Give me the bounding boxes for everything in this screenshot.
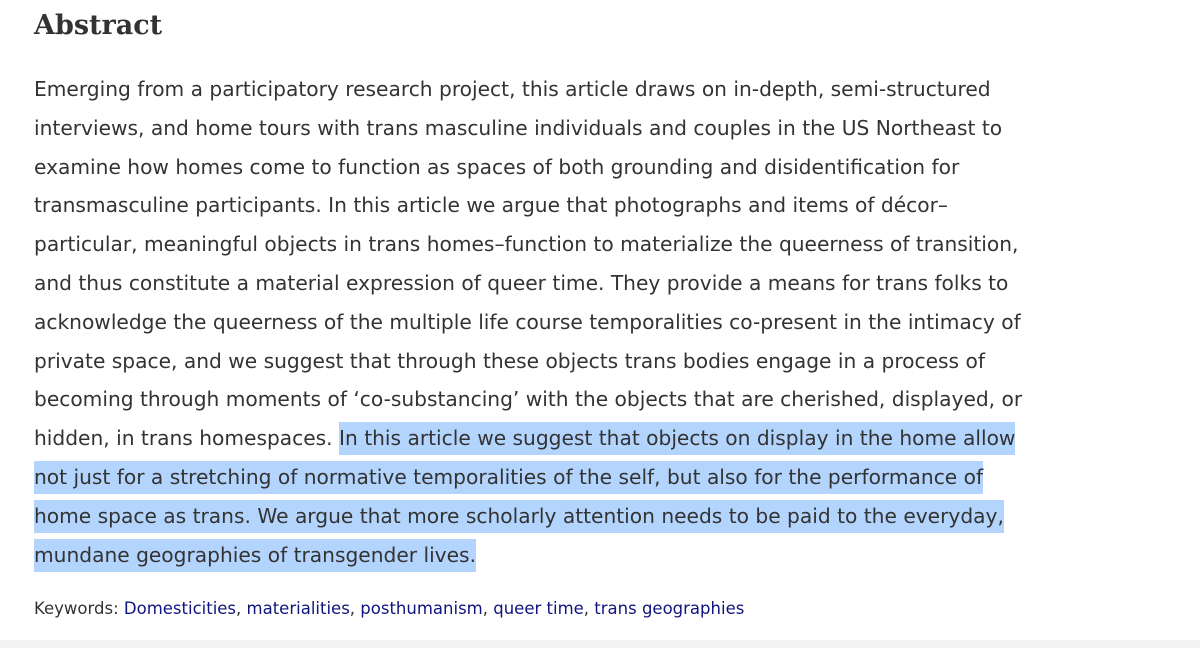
abstract-line[interactable]: and thus constitute a material expression of queer time. They provide a means for trans folks to bbox=[34, 270, 1009, 295]
keyword-link-domesticities[interactable]: Domesticities bbox=[123, 599, 237, 618]
abstract-body[interactable] bbox=[34, 70, 1034, 574]
keywords-row bbox=[34, 596, 744, 622]
abstract-line[interactable]: interviews, and home tours with trans masculine individuals and couples in the US Northeast to bbox=[34, 115, 1003, 140]
keyword-separator: , bbox=[349, 599, 361, 618]
keyword-separator: , bbox=[482, 599, 494, 618]
keyword-link-materialities[interactable]: materialities bbox=[246, 599, 350, 618]
abstract-heading: Abstract bbox=[34, 10, 163, 41]
abstract-line[interactable]: examine how homes come to function as spaces of both grounding and disidentification for bbox=[34, 154, 960, 179]
abstract-line[interactable]: transmasculine participants. In this article we argue that photographs and items of décor– bbox=[34, 193, 948, 218]
selected-text[interactable]: home space as trans. We argue that more scholarly attention needs to be paid to the everyday, bbox=[34, 500, 1004, 533]
abstract-line[interactable]: Emerging from a participatory research project, this article draws on in-depth, semi-structured bbox=[34, 77, 991, 101]
keyword-link-posthumanism[interactable]: posthumanism bbox=[360, 599, 483, 618]
page-bottom-edge bbox=[0, 640, 1200, 648]
abstract-line-mixed[interactable] bbox=[34, 419, 1034, 458]
selected-text[interactable]: mundane geographies of transgender lives. bbox=[34, 539, 476, 572]
abstract-line-selected[interactable] bbox=[34, 458, 1034, 497]
selected-text[interactable]: not just for a stretching of normative temporalities of the self, but also for the performance of bbox=[34, 461, 983, 494]
abstract-line[interactable]: private space, and we suggest that through these objects trans bodies engage in a process of bbox=[34, 348, 985, 373]
abstract-line[interactable]: acknowledge the queerness of the multiple life course temporalities co-present in the intimacy of bbox=[34, 309, 1021, 334]
keywords-label: Keywords: bbox=[34, 599, 119, 618]
selected-text[interactable]: In this article we suggest that objects on display in the home allow bbox=[339, 422, 1015, 455]
keyword-separator: , bbox=[236, 599, 247, 618]
abstract-line-selected[interactable] bbox=[34, 536, 1034, 575]
keyword-link-trans-geographies[interactable]: trans geographies bbox=[594, 599, 745, 618]
keyword-link-queer-time[interactable]: queer time bbox=[493, 599, 584, 618]
abstract-text[interactable]: hidden, in trans homespaces. bbox=[34, 426, 340, 451]
keyword-separator: , bbox=[583, 599, 595, 618]
abstract-line-selected[interactable] bbox=[34, 497, 1034, 536]
abstract-line[interactable]: particular, meaningful objects in trans homes–function to materialize the queerness of transition, bbox=[34, 232, 1019, 257]
abstract-line[interactable]: becoming through moments of ‘co-substancing’ with the objects that are cherished, displayed, or bbox=[34, 387, 1023, 412]
